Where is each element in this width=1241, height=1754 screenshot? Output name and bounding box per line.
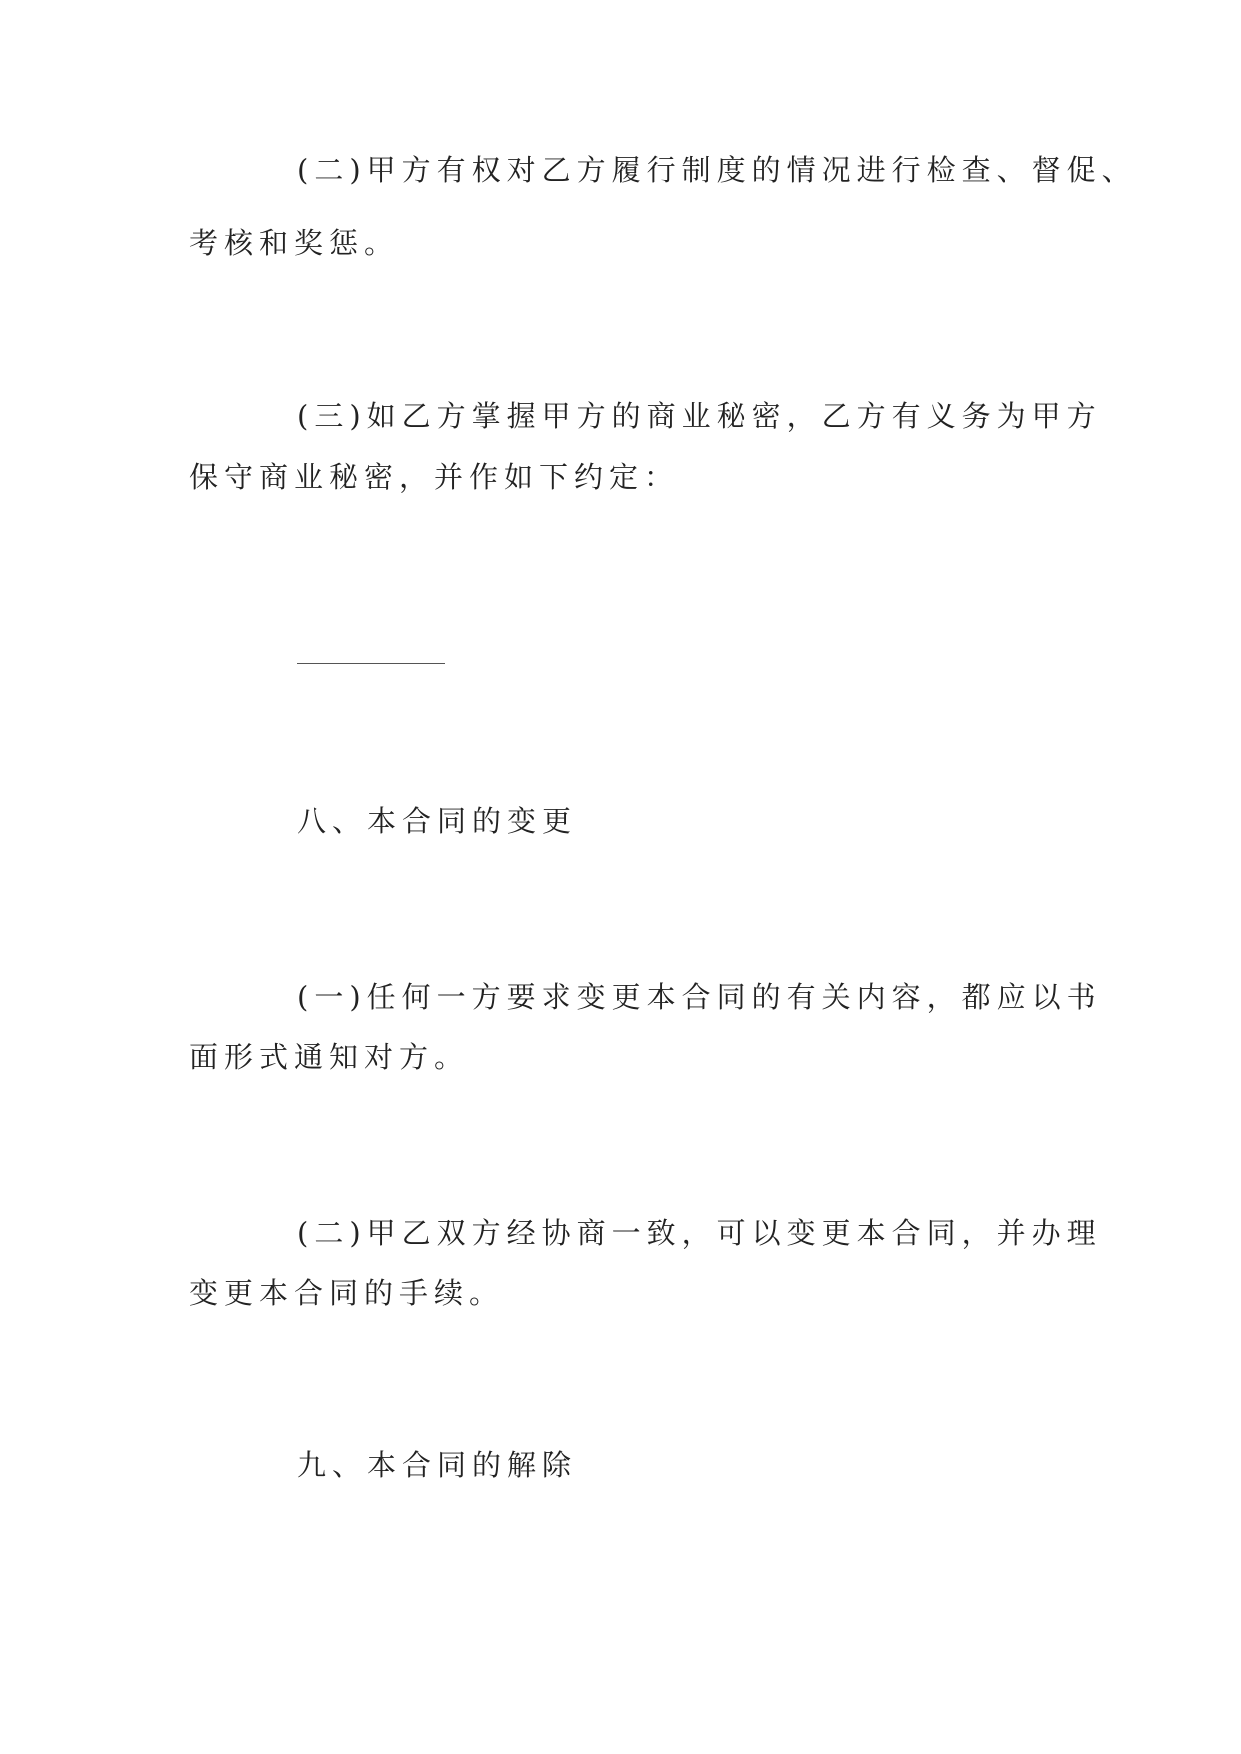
paragraph-line: 考核和奖惩。 [189,226,400,260]
paragraph-line: 变更本合同的手续。 [189,1276,505,1310]
section-heading: 九、本合同的解除 [297,1448,578,1482]
fill-in-blank-line [297,663,445,664]
paragraph-line: (二)甲乙双方经协商一致，可以变更本合同，并办理 [297,1216,1102,1250]
paragraph-line: (一)任何一方要求变更本合同的有关内容，都应以书 [297,980,1102,1014]
paragraph-line: 保守商业秘密，并作如下约定： [189,460,680,494]
paragraph-line: 面形式通知对方。 [189,1040,470,1074]
paragraph-line: (二)甲方有权对乙方履行制度的情况进行检查、督促、 [297,153,1137,187]
paragraph-line: (三)如乙方掌握甲方的商业秘密，乙方有义务为甲方 [297,399,1102,433]
section-heading: 八、本合同的变更 [297,804,578,838]
